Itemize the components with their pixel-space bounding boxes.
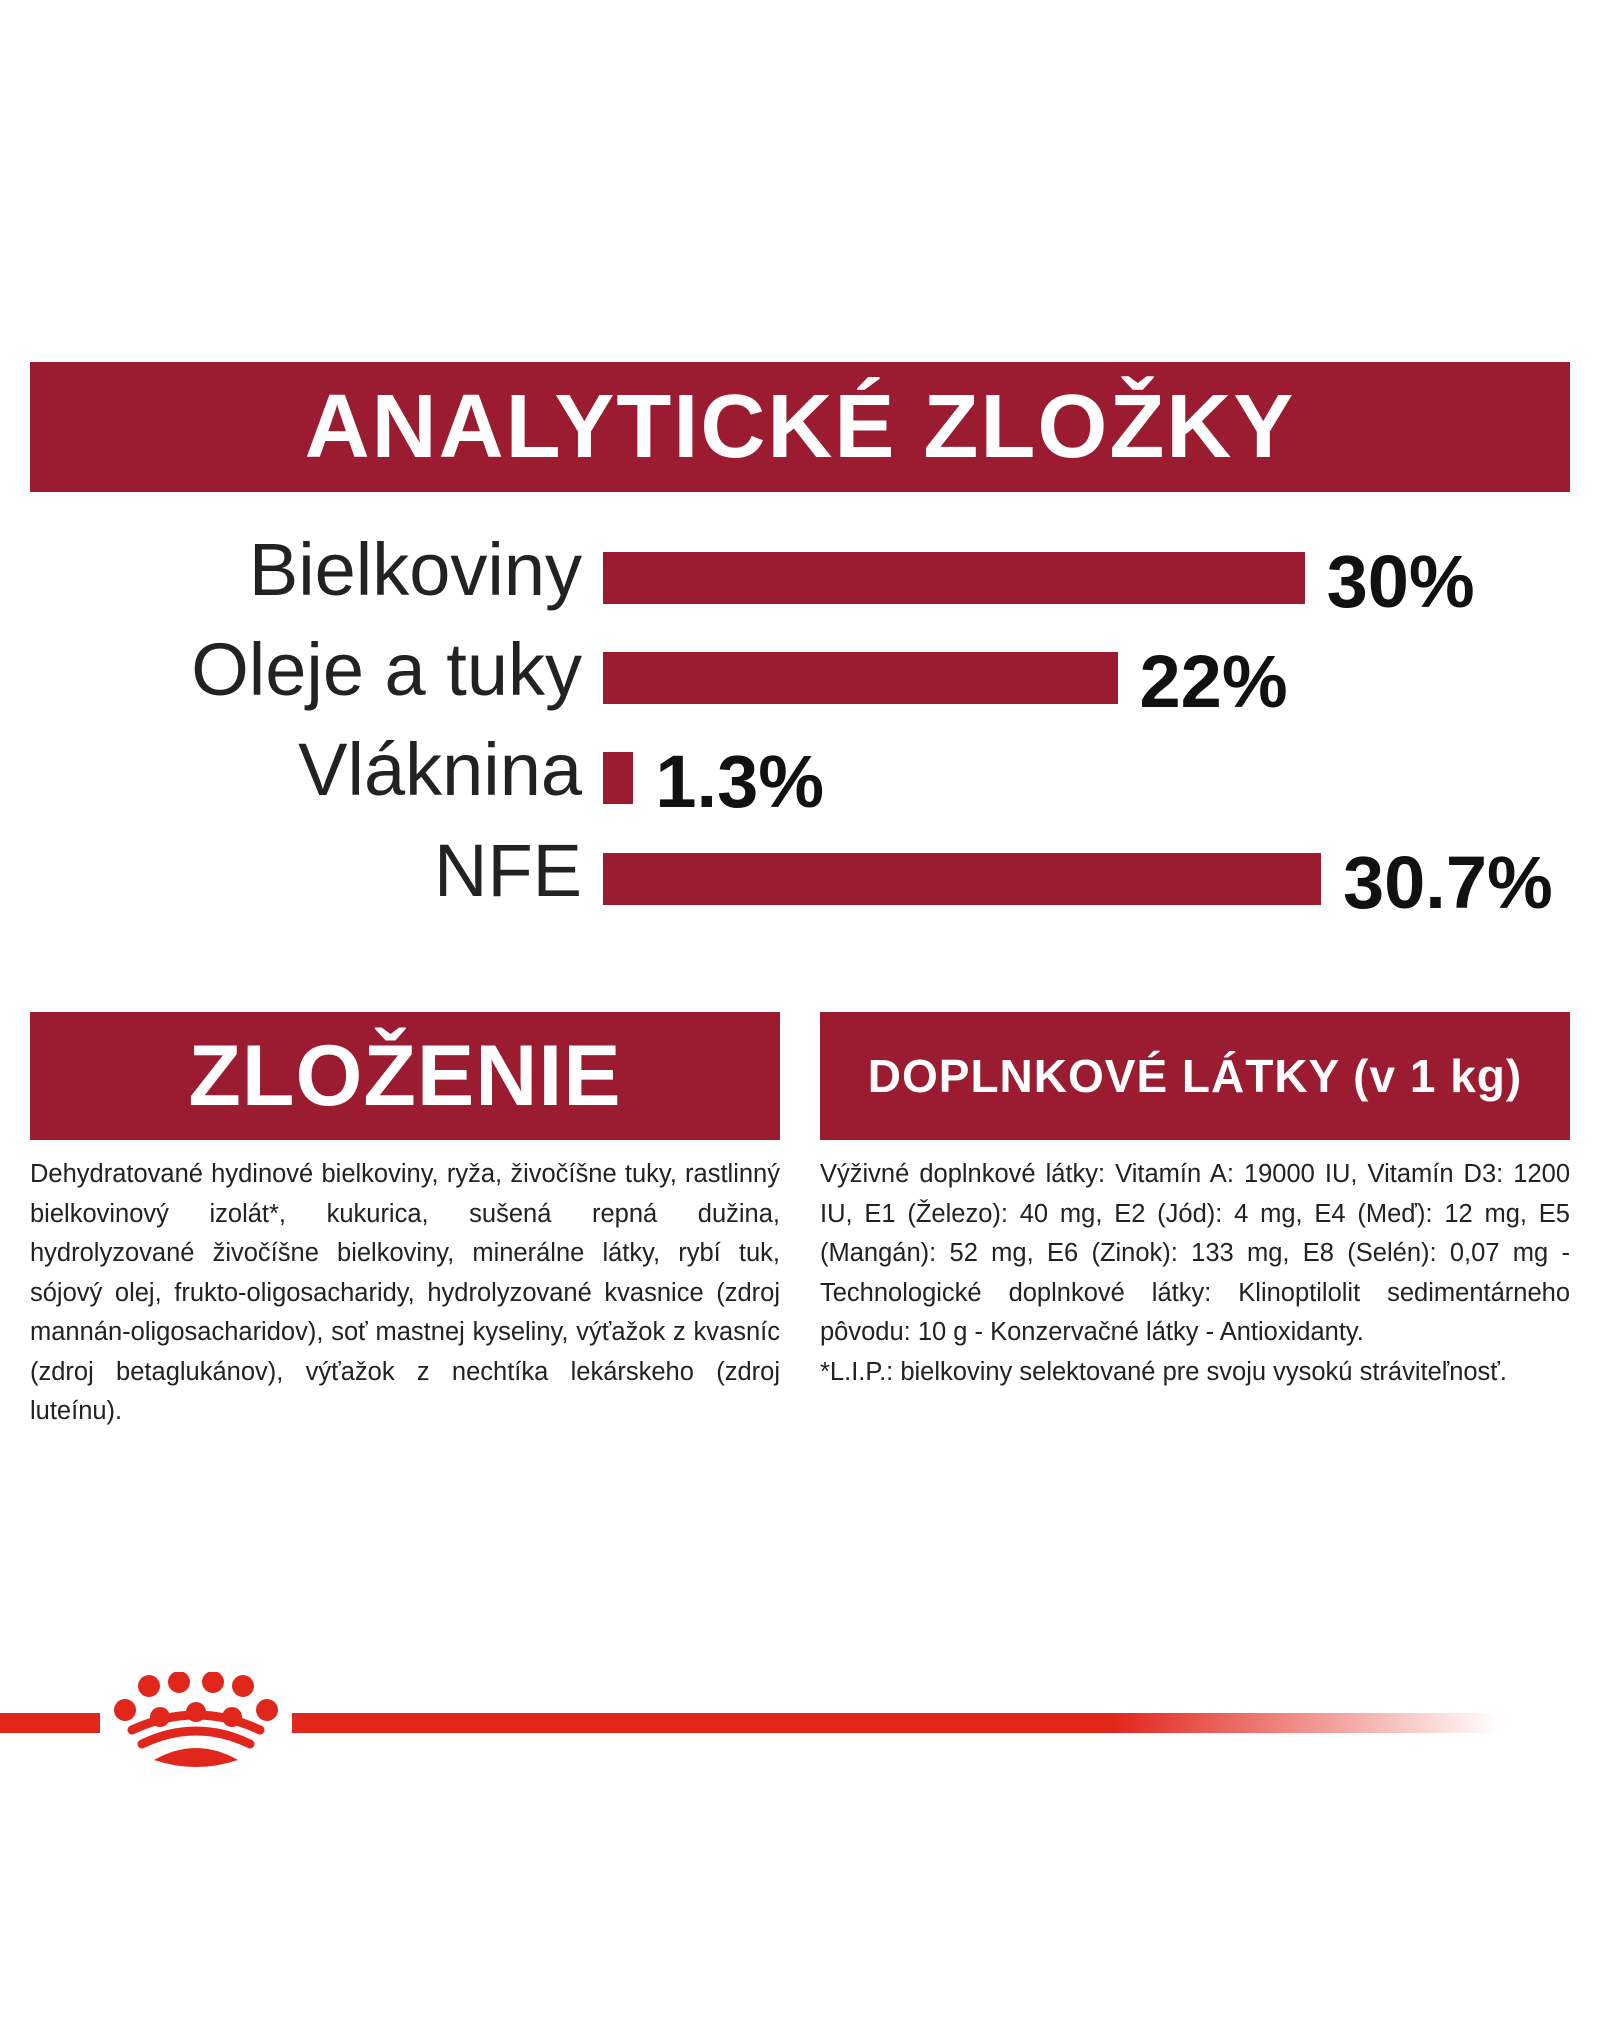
footer-line-left bbox=[0, 1713, 100, 1733]
bar-label: NFE bbox=[434, 829, 582, 912]
analytic-title: ANALYTICKÉ ZLOŽKY bbox=[30, 362, 1570, 492]
lip-note: *L.I.P.: bielkoviny selektované pre svoju vysokú stráviteľnosť. bbox=[820, 1357, 1507, 1386]
composition-paragraph: Dehydratované hydinové bielkoviny, ryža, živočíšne tuky, rastlinný bielkovinový izolát*, kukurica, sušená repná dužina, hydrolyzované živočíšne bielkoviny, minerálne látky, rybí tuk, sójový olej, frukto-oligosacharidy, hydrolyzované kvasnice (zdroj mannán-oligosacharidov), soť mastnej kyseliny, výťažok z kvasníc (zdroj betaglukánov), výťažok z nechtíka lekárskeho (zdroj luteínu). bbox=[30, 1160, 780, 1425]
bar-label: Vláknina bbox=[298, 728, 582, 811]
additives-title: DOPLNKOVÉ LÁTKY (v 1 kg) bbox=[820, 1012, 1570, 1140]
bar-label: Bielkoviny bbox=[248, 528, 582, 611]
additives-paragraph: Výživné doplnkové látky: Vitamín A: 19000 IU, Vitamín D3: 1200 IU, E1 (Železo): 40 mg, E2 (Jód): 4 mg, E4 (Meď): 12 mg, E5 (Mangán): 52 mg, E6 (Zinok): 133 mg, E8 (Selén): 0,07 mg - Technologické doplnkové látky: Klinoptilolit sedimentárneho pôvodu: 10 g - Konzervačné látky - Antioxidanty. bbox=[820, 1160, 1570, 1346]
bar bbox=[603, 652, 1118, 704]
bar bbox=[603, 853, 1321, 905]
bar bbox=[603, 752, 633, 804]
bar-value-label: 1.3% bbox=[655, 740, 825, 823]
crown-icon bbox=[112, 1672, 280, 1782]
bar bbox=[603, 552, 1305, 604]
bar-value-label: 22% bbox=[1139, 640, 1288, 723]
additives-text bbox=[820, 1155, 1570, 1392]
composition-text bbox=[30, 1155, 780, 1432]
bar-value-label: 30.7% bbox=[1343, 841, 1553, 924]
footer-line-right bbox=[292, 1713, 1500, 1733]
bar-label: Oleje a tuky bbox=[191, 628, 582, 711]
bar-value-label: 30% bbox=[1326, 540, 1475, 623]
composition-title: ZLOŽENIE bbox=[30, 1012, 780, 1140]
